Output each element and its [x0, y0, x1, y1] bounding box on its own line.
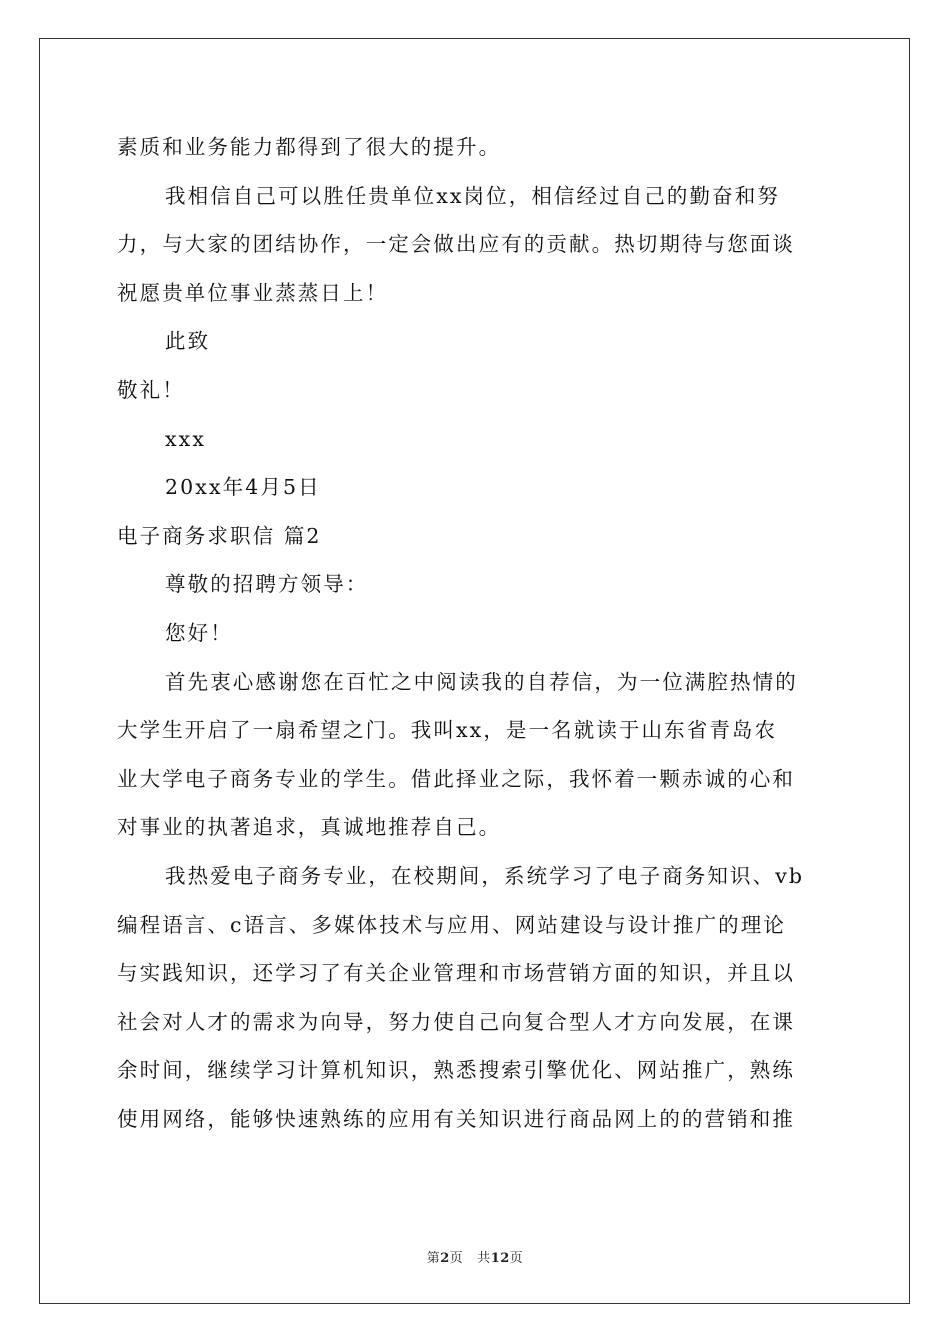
page-suffix: 页: [449, 1251, 464, 1266]
text-line: 我热爱电子商务专业，在校期间，系统学习了电子商务知识、vb: [165, 863, 805, 888]
text-line: 尊敬的招聘方领导：: [165, 572, 369, 597]
text-line: xxx: [165, 426, 206, 451]
text-line: 祝愿贵单位事业蒸蒸日上！: [117, 280, 389, 305]
text-line: 余时间，继续学习计算机知识，熟悉搜索引擎优化、网站推广，熟练: [117, 1058, 795, 1083]
page-footer: [0, 1247, 950, 1266]
total-pages: 12: [490, 1251, 510, 1266]
section-heading: 电子商务求职信 篇2: [117, 523, 322, 548]
text-line: 与实践知识，还学习了有关企业管理和市场营销方面的知识，并且以: [117, 961, 795, 986]
text-line: 我相信自己可以胜任贵单位xx岗位，相信经过自己的勤奋和努: [165, 183, 780, 208]
text-line: 此致: [165, 329, 211, 354]
document-body: [117, 123, 833, 1143]
text-line: 社会对人才的需求为向导，努力使自己向复合型人才方向发展，在课: [117, 1009, 795, 1034]
page-prefix: 第: [426, 1251, 441, 1266]
text-line: 大学生开启了一扇希望之门。我叫xx，是一名就读于山东省青岛农: [117, 718, 778, 743]
text-line: 首先衷心感谢您在百忙之中阅读我的自荐信，为一位满腔热情的: [165, 669, 798, 694]
text-line: 力，与大家的团结协作，一定会做出应有的贡献。热切期待与您面谈: [117, 232, 795, 257]
total-prefix: 共: [477, 1251, 491, 1266]
text-line: 20xx年4月5日: [165, 475, 321, 500]
text-line: 素质和业务能力都得到了很大的提升。: [117, 135, 502, 159]
total-suffix: 页: [509, 1251, 524, 1266]
text-line: 对事业的执著追求，真诚地推荐自己。: [117, 815, 502, 840]
text-line: 编程语言、c语言、多媒体技术与应用、网站建设与设计推广的理论: [117, 912, 786, 937]
text-line: 敬礼！: [117, 377, 185, 402]
text-line: 业大学电子商务专业的学生。借此择业之际，我怀着一颗赤诚的心和: [117, 766, 795, 791]
page-number: 2: [440, 1251, 450, 1266]
text-line: 使用网络，能够快速熟练的应用有关知识进行商品网上的的营销和推: [117, 1106, 795, 1131]
text-line: 您好！: [165, 620, 233, 645]
